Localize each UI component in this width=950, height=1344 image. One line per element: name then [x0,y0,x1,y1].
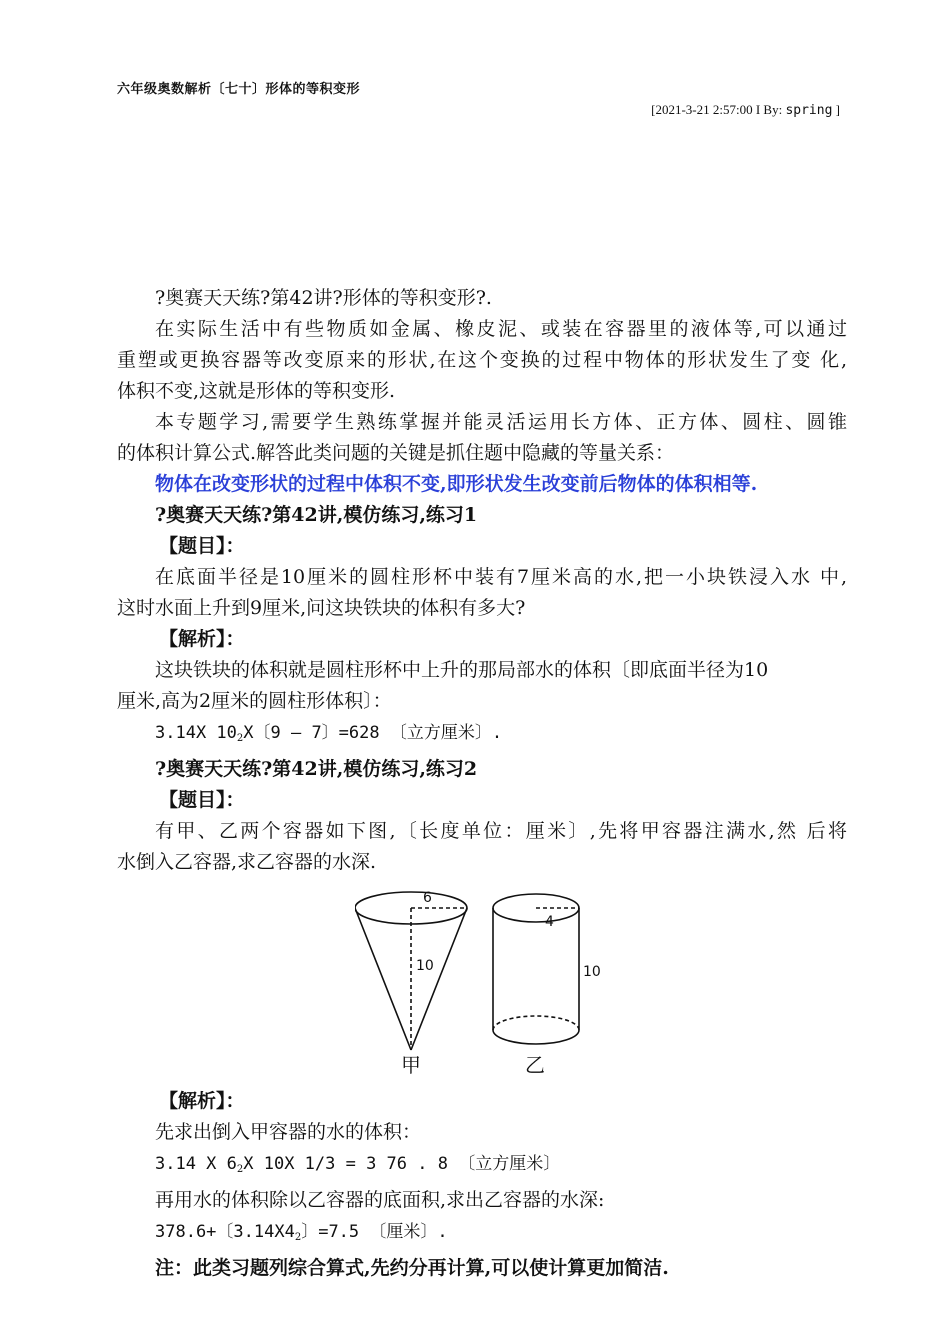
exercise1-question-line2: 这时水面上升到9厘米,问这块铁块的体积有多大? [117,597,526,619]
exercise1-answer-label: 【解析】： [159,628,245,650]
exercise2-calculation2: 378.6+〔$3.14X4_2$〕=7.5 〔厘米〕. [155,1222,448,1243]
exercise2-answer-label: 【解析】： [159,1090,245,1112]
cone-name: 甲 [401,1053,421,1077]
exercise2-answer-line2: 再用水的体积除以乙容器的底面积,求出乙容器的水深: [155,1189,605,1211]
exercise2-calculation1: 3.14 X $6_2X$ 10X 1/3 = 3 76 . 8 〔立方厘米〕 [155,1154,561,1175]
document-meta [651,102,840,118]
exercise1-heading: ?奥赛天天练?第42讲,模仿练习,练习1 [155,504,478,526]
containers-figure [355,888,615,1078]
intro-para1-line1: 在实际生活中有些物质如金属、橡皮泥、或装在容器里的液体等,可以通过 [155,318,847,340]
key-principle: 物体在改变形状的过程中体积不变,即形状发生改变前后物体的体积相等. [155,473,758,495]
cylinder-name: 乙 [525,1053,545,1077]
intro-para1-line2: 重塑或更换容器等改变原来的形状,在这个变换的过程中物体的形状发生了变 化, [117,349,847,371]
document-body [117,283,847,1284]
document-title: 六年级奥数解析〔七十〕形体的等积变形 [117,82,361,97]
exercise2-heading: ?奥赛天天练?第42讲,模仿练习,练习2 [155,758,478,780]
intro-heading: ?奥赛天天练?第42讲?形体的等积变形?. [155,287,492,309]
cone-right-side [411,908,467,1050]
cylinder-bottom-front [493,1030,579,1044]
exercise2-answer-line1: 先求出倒入甲容器的水的体积： [155,1121,422,1143]
exercise1-answer-line1: 这块铁块的体积就是圆柱形杯中上升的那局部水的体积〔即底面半径为10 [155,659,769,681]
meta-date: [2021-3-21 2:57:00 I By: [651,102,786,117]
exercise2-question-label: 【题目】： [159,789,245,811]
exercise1-question-line1: 在底面半径是10厘米的圆柱形杯中装有7厘米高的水,把一小块铁浸入水 中, [155,566,847,588]
intro-para2-line2: 的体积计算公式.解答此类问题的关键是抓住题中隐藏的等量关系： [117,442,675,464]
exercise1-calculation: 3.14X $10_2X$〔9 — 7〕=628 〔立方厘米〕. [155,723,503,744]
cylinder-radius-label: 4 [545,914,554,930]
cone-left-side [355,908,411,1050]
exercise2-question-line1: 有甲、乙两个容器如下图,〔长度单位：厘米〕,先将甲容器注满水,然 后将 [155,820,847,842]
meta-suffix: ] [832,102,840,117]
meta-author: spring [785,103,833,118]
exercise2-question-line2: 水倒入乙容器,求乙容器的水深. [117,851,377,873]
intro-para2-line1: 本专题学习,需要学生熟练掌握并能灵活运用长方体、正方体、圆柱、圆锥 [155,411,847,433]
exercise1-answer-line2: 厘米,高为2厘米的圆柱形体积〕： [117,690,392,712]
cone-height-label: 10 [416,958,434,974]
intro-para1-line3: 体积不变,这就是形体的等积变形. [117,380,396,402]
cylinder-bottom-back [493,1016,579,1030]
exercise1-question-label: 【题目】： [159,535,245,557]
cylinder-height-label: 10 [583,964,601,980]
cone-radius-label: 6 [423,890,432,906]
note: 注：此类习题列综合算式,先约分再计算,可以使计算更加简洁. [155,1257,669,1279]
